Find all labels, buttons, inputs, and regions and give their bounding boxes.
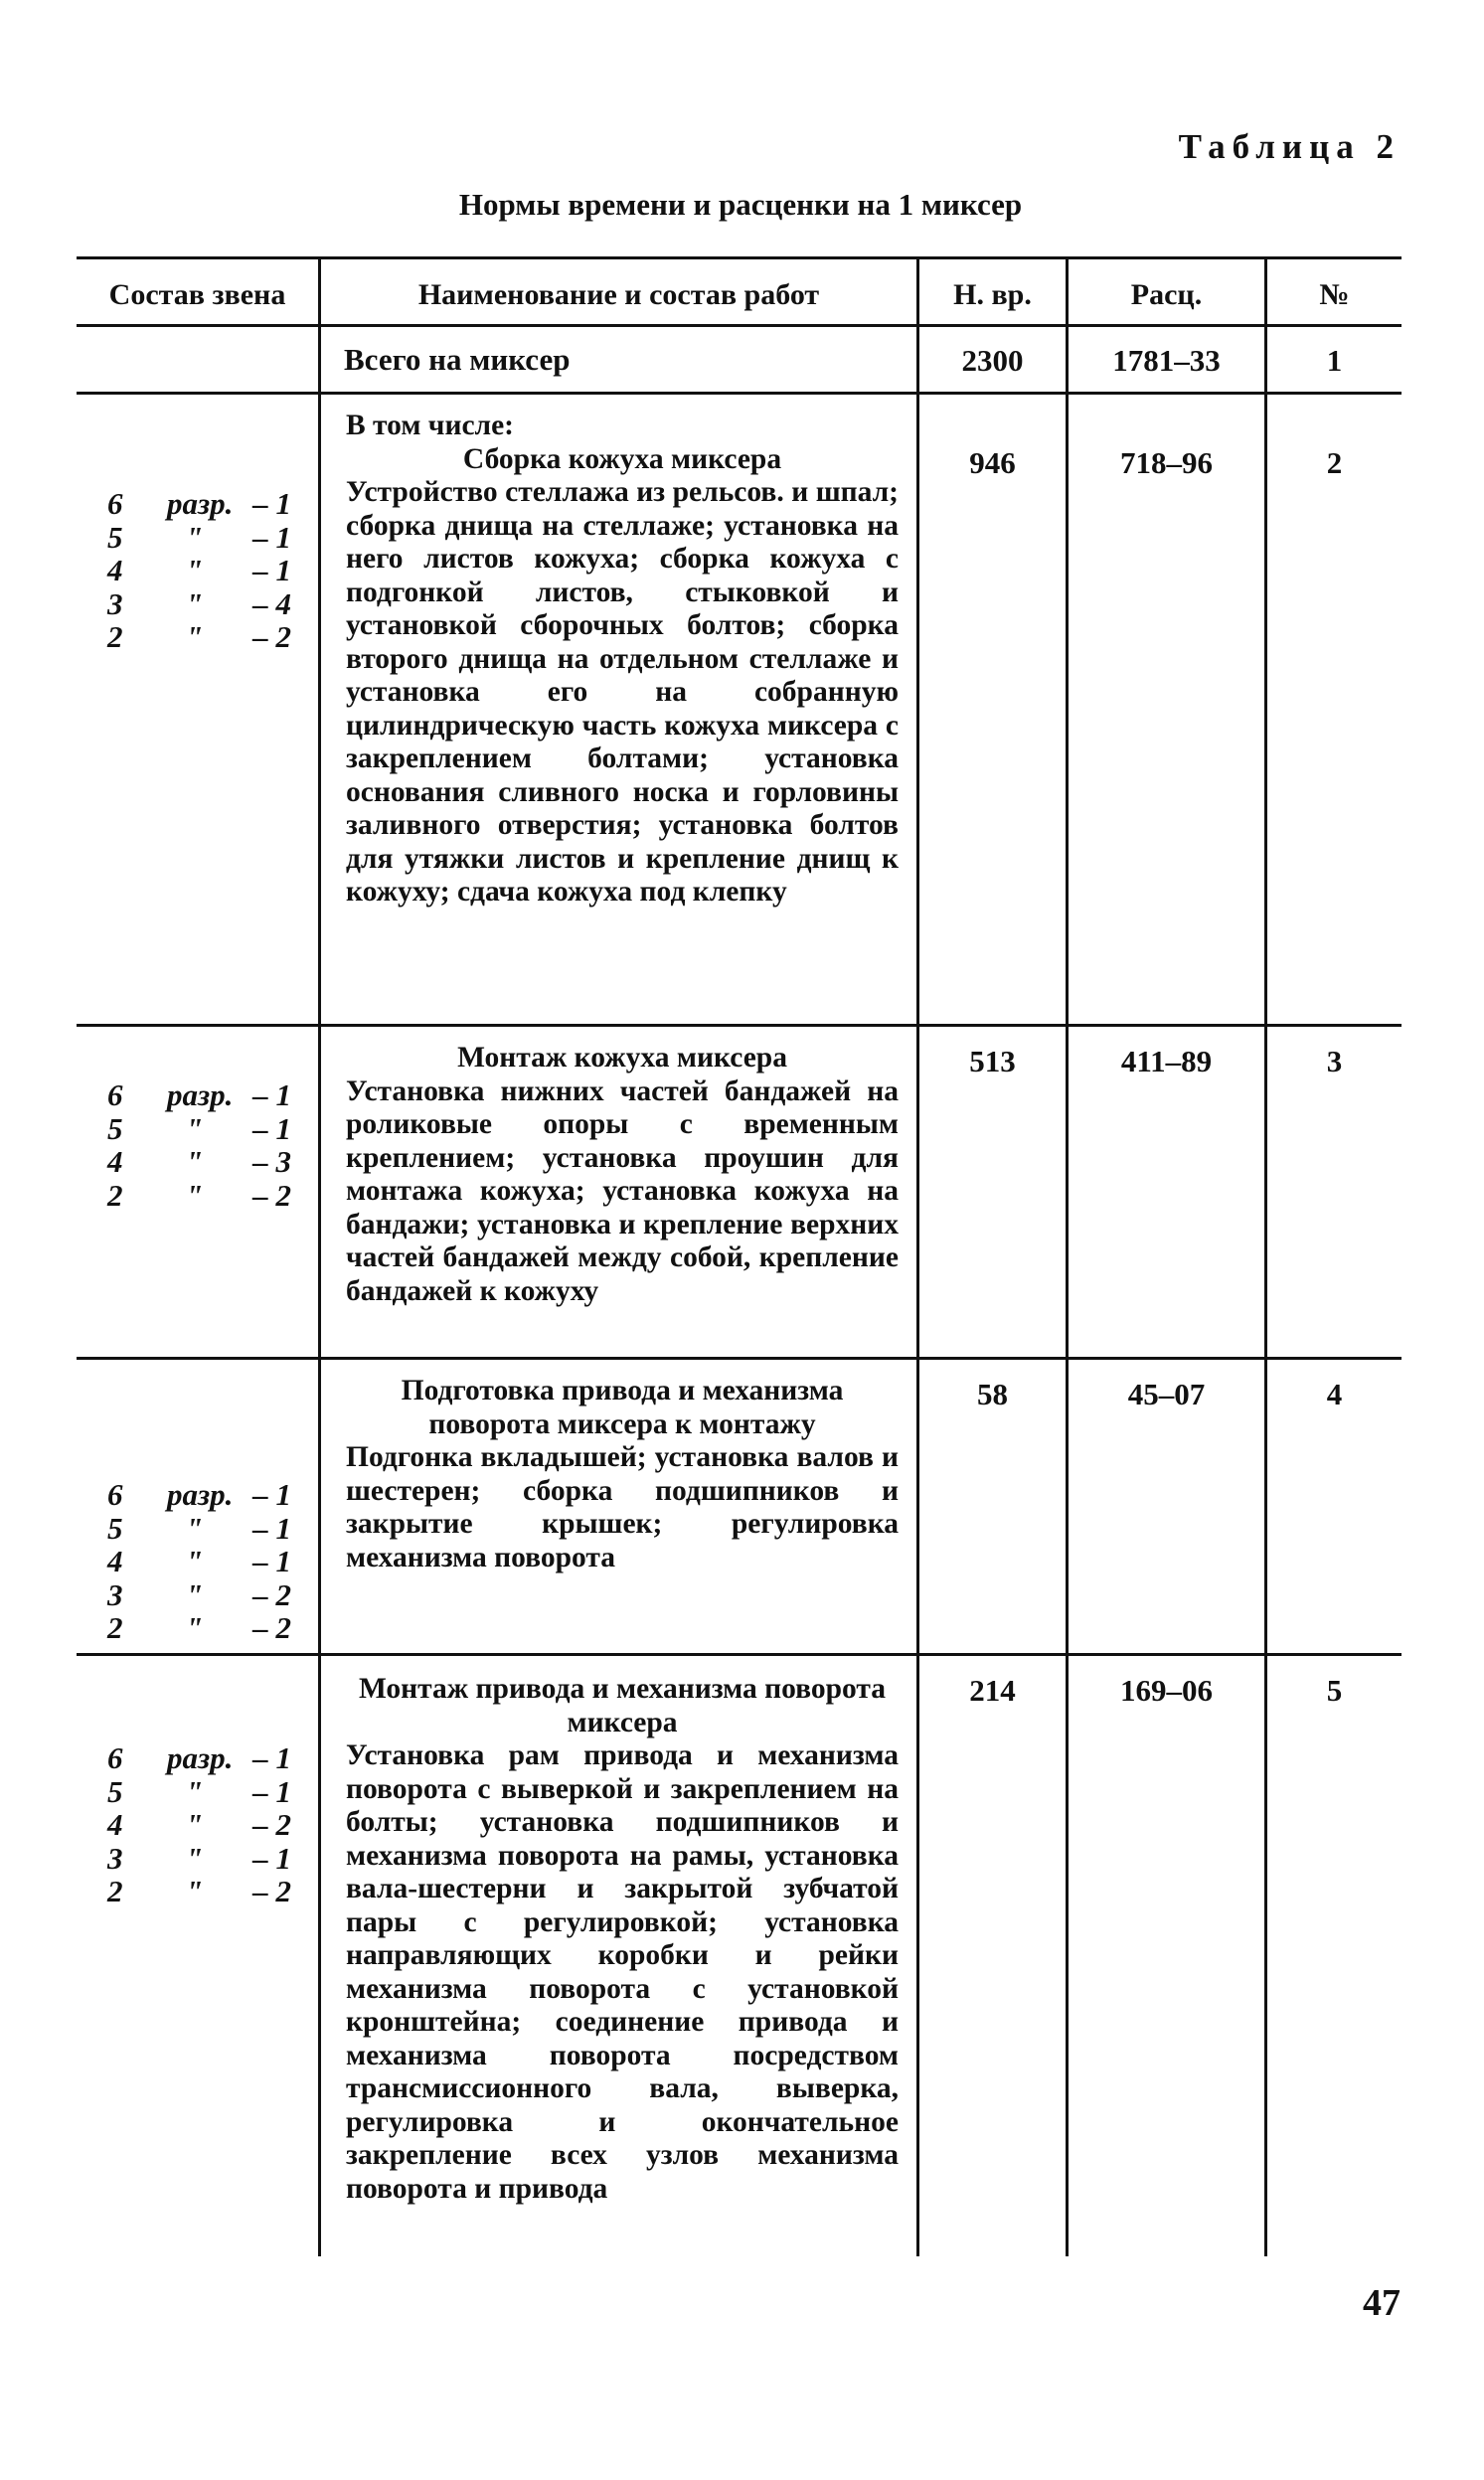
column-divider — [916, 256, 919, 2256]
rate-value: 169–06 — [1120, 1673, 1213, 1708]
crew-count: – 1 — [252, 1544, 291, 1578]
crew-line — [107, 1875, 296, 1908]
crew-grade: 6 — [107, 1740, 123, 1775]
crew-label: " — [185, 1807, 204, 1842]
rate-value: 45–07 — [1127, 1377, 1206, 1411]
crew-grade: 6 — [107, 1077, 123, 1112]
crew-label: " — [185, 1144, 204, 1179]
work-cell — [346, 410, 899, 909]
crew-label: " — [185, 1773, 204, 1809]
column-divider — [318, 256, 321, 2256]
rate-value: 718–96 — [1120, 445, 1213, 480]
work-description: Установка рам привода и механизма поворота с выверкой и закреплением на болты; установка подшипников и механизма поворота на рамы, установка вала-шестерни и закрытой зубчатой пары с регулировкой; установка направляющих коробки и рейки механизма поворота с установкой кронштейна; соединение привода и механизма поворота посредством трансмиссионного вала, выверка, регулировка и окончательное закрепление всех узлов механизма поворота и привода — [346, 1739, 899, 2205]
crew-grade: 3 — [107, 1576, 123, 1612]
crew-line — [107, 1578, 296, 1612]
header-number: № — [1319, 278, 1350, 311]
crew-label: разр. — [167, 486, 234, 521]
norm-value: 58 — [977, 1377, 1008, 1411]
crew-label: " — [185, 1840, 204, 1876]
crew-count: – 1 — [252, 1740, 291, 1775]
crew-label: разр. — [167, 1077, 234, 1112]
crew-line — [107, 1842, 296, 1876]
crew-count: – 1 — [252, 553, 291, 587]
crew-label: разр. — [167, 1477, 234, 1512]
norm-value: 513 — [969, 1044, 1016, 1078]
work-heading: Монтаж кожуха миксера — [457, 1042, 787, 1074]
table-top-rule — [77, 256, 1402, 259]
crew-count: – 4 — [252, 585, 291, 621]
crew-list — [107, 1741, 296, 1908]
work-heading: Подготовка привода и механизма поворота миксера к монтажу — [401, 1375, 844, 1440]
crew-line — [107, 1478, 296, 1512]
row-rule — [77, 1653, 1402, 1656]
crew-grade: 5 — [107, 1773, 123, 1809]
crew-list — [107, 1478, 296, 1645]
total-rate: 1781–33 — [1112, 343, 1221, 378]
crew-count: – 1 — [252, 1840, 291, 1876]
table-label: Таблица 2 — [1178, 127, 1401, 166]
crew-line — [107, 487, 296, 521]
crew-count: – 2 — [252, 1610, 291, 1645]
rate-value: 411–89 — [1120, 1044, 1213, 1078]
row-rule — [77, 1357, 1402, 1360]
header-norm: Н. вр. — [953, 278, 1032, 311]
crew-grade: 4 — [107, 1807, 123, 1842]
crew-grade: 5 — [107, 519, 123, 555]
crew-count: – 1 — [252, 1477, 291, 1512]
row-number: 3 — [1326, 1044, 1343, 1078]
total-label: Всего на миксер — [344, 342, 571, 377]
work-heading: Монтаж привода и механизма поворота миксера — [358, 1673, 887, 1738]
crew-label: разр. — [167, 1740, 234, 1775]
work-cell — [346, 1673, 899, 2206]
work-heading: Сборка кожуха миксера — [462, 442, 782, 475]
crew-grade: 4 — [107, 1544, 123, 1578]
crew-grade: 6 — [107, 486, 123, 521]
crew-list — [107, 487, 296, 654]
crew-grade: 5 — [107, 1510, 123, 1546]
crew-label: " — [185, 585, 204, 621]
work-description: Установка нижних частей бандажей на роликовые опоры с временным креплением; установка проушин для монтажа кожуха; установка кожуха на бандажи; установка и крепление верхних частей бандажей между собой, крепление бандажей к кожуху — [346, 1075, 899, 1307]
crew-line — [107, 1611, 296, 1645]
total-norm: 2300 — [961, 343, 1024, 378]
crew-grade: 2 — [107, 1610, 123, 1645]
crew-line — [107, 1512, 296, 1546]
row-number: 5 — [1326, 1673, 1343, 1708]
crew-grade: 5 — [107, 1110, 123, 1146]
crew-grade: 2 — [107, 619, 123, 654]
crew-count: – 2 — [252, 1807, 291, 1842]
crew-line — [107, 1179, 296, 1213]
crew-grade: 2 — [107, 1177, 123, 1213]
crew-grade: 3 — [107, 1840, 123, 1876]
crew-line — [107, 1775, 296, 1809]
work-description: Устройство стеллажа из рельсов. и шпал; сборка днища на стеллаже; установка на него листов кожуха; сборка кожуха с подгонкой листов, стыковкой и установкой сборочных болтов; сборка второго днища на отдельном стеллаже и установка его на собранную цилиндрическую часть кожуха миксера с закреплением болтами; установка основания сливного носка и горловины заливного отверстия; установка болтов для утяжки листов и крепление днищ к кожуху; сдача кожуха под клепку — [346, 476, 899, 908]
crew-grade: 4 — [107, 1144, 123, 1179]
crew-list — [107, 1078, 296, 1212]
crew-count: – 1 — [252, 1110, 291, 1146]
crew-count: – 2 — [252, 619, 291, 654]
crew-count: – 3 — [252, 1144, 291, 1179]
crew-line — [107, 554, 296, 587]
column-divider — [1264, 256, 1267, 2256]
total-row-rule — [77, 392, 1402, 395]
row-number: 4 — [1326, 1377, 1343, 1411]
total-number: 1 — [1326, 343, 1343, 378]
table-title: Нормы времени и расценки на 1 миксер — [458, 187, 1023, 222]
crew-count: – 1 — [252, 1077, 291, 1112]
crew-count: – 2 — [252, 1177, 291, 1213]
crew-count: – 2 — [252, 1576, 291, 1612]
crew-grade: 6 — [107, 1477, 123, 1512]
crew-count: – 1 — [252, 1773, 291, 1809]
crew-line — [107, 1112, 296, 1146]
work-cell — [346, 1042, 899, 1308]
header-crew: Состав звена — [108, 278, 286, 311]
crew-label: " — [185, 619, 204, 654]
crew-label: " — [185, 1510, 204, 1546]
column-divider — [1066, 256, 1069, 2256]
crew-grade: 3 — [107, 585, 123, 621]
norm-value: 214 — [969, 1673, 1016, 1708]
header-work: Наименование и состав работ — [417, 278, 820, 311]
norm-value: 946 — [969, 445, 1016, 480]
work-cell — [346, 1375, 899, 1574]
crew-line — [107, 620, 296, 654]
crew-label: " — [185, 1544, 204, 1578]
crew-grade: 2 — [107, 1874, 123, 1908]
crew-count: – 1 — [252, 1510, 291, 1546]
work-description: Подгонка вкладышей; установка валов и шестерен; сборка подшипников и закрытие крышек; регулировка механизма поворота — [346, 1441, 899, 1573]
crew-label: " — [185, 1110, 204, 1146]
crew-label: " — [185, 1576, 204, 1612]
crew-line — [107, 1808, 296, 1842]
crew-line — [107, 1145, 296, 1179]
crew-label: " — [185, 553, 204, 587]
crew-grade: 4 — [107, 553, 123, 587]
crew-line — [107, 521, 296, 555]
crew-count: – 1 — [252, 519, 291, 555]
crew-label: " — [185, 1177, 204, 1213]
crew-line — [107, 1741, 296, 1775]
crew-label: " — [185, 519, 204, 555]
crew-line — [107, 587, 296, 621]
row-number: 2 — [1326, 445, 1343, 480]
crew-line — [107, 1545, 296, 1578]
header-rate: Расц. — [1130, 278, 1203, 311]
work-intro: В том числе: — [346, 410, 515, 441]
crew-label: " — [185, 1874, 204, 1908]
crew-line — [107, 1078, 296, 1112]
crew-count: – 2 — [252, 1874, 291, 1908]
page-number: 47 — [1363, 2282, 1401, 2324]
crew-count: – 1 — [252, 486, 291, 521]
crew-label: " — [185, 1610, 204, 1645]
row-rule — [77, 1024, 1402, 1027]
